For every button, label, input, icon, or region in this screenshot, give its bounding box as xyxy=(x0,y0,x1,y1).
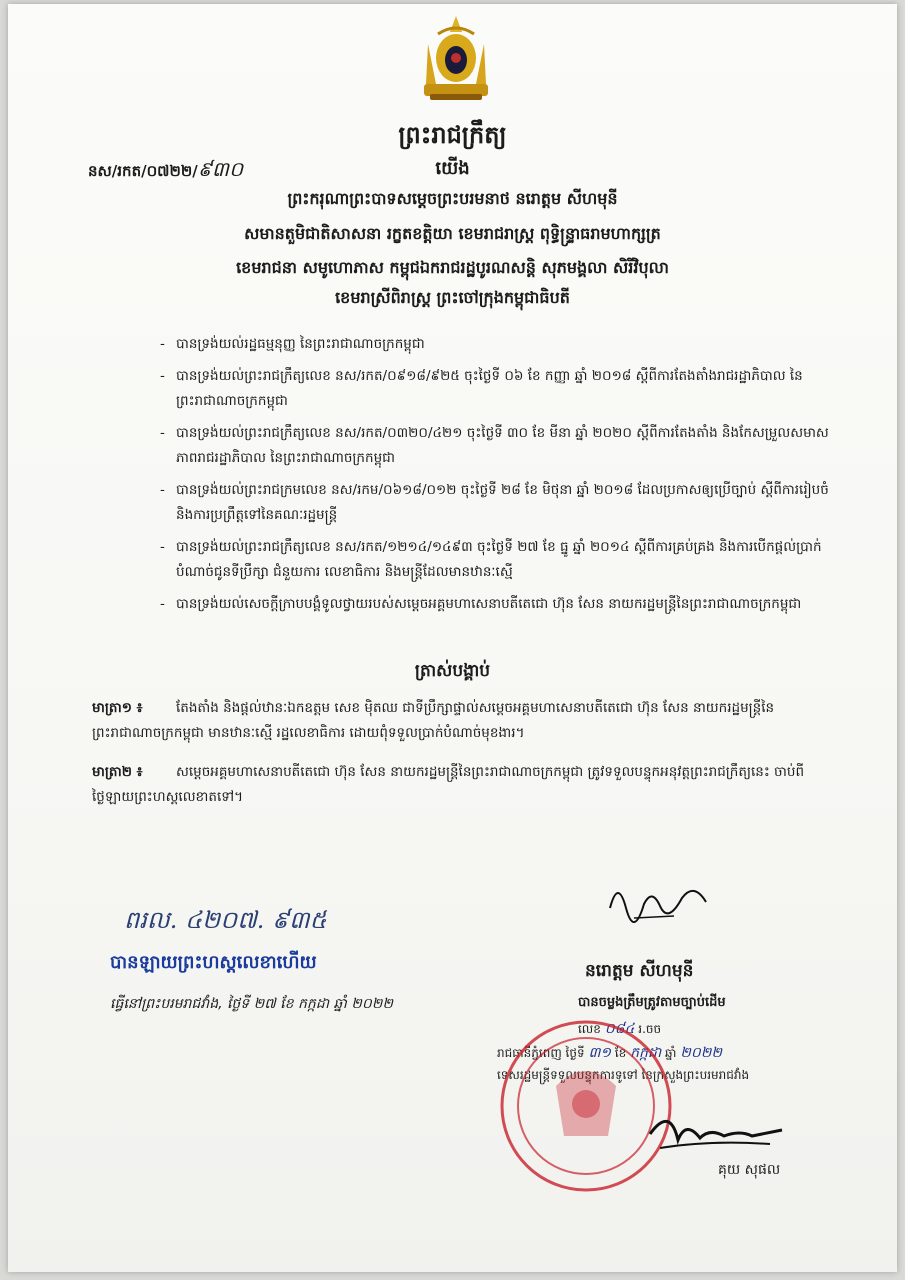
document-title: ព្រះរាជក្រឹត្យ xyxy=(398,121,507,149)
article-1-text: តែងតាំង និងផ្តល់ឋានៈឯកឧត្តម សេខ ម៉ិតឈ ជាទីប្រឹក្សាផ្ទាល់សម្តេចអគ្គមហាសេនាបតីតេជោ ហ៊ុន សែន នាយករដ្ឋមន្ត្រីនៃព្រះរាជាណាចក្រកម្ពុជា មានឋានៈស្មើ រដ្ឋលេខាធិការ ដោយពុំទទួលប្រាក់បំណាច់មុខងារ។ xyxy=(92,700,775,741)
visa-item: - បានទ្រង់យល់រដ្ឋធម្មនុញ្ញ នៃព្រះរាជាណាចក្រកម្ពុជា xyxy=(160,332,840,357)
visa-item: - បានទ្រង់យល់ព្រះរាជក្រឹត្យលេខ នស/រកត/០៩១៨/៩២៥ ចុះថ្ងៃទី ០៦ ខែ កញ្ញា ឆ្នាំ ២០១៨ ស្តីពីការតែងតាំងរាជរដ្ឋាភិបាល នៃព្រះរាជាណាចក្រកម្ពុជា xyxy=(160,364,840,414)
royal-signature xyxy=(604,868,714,928)
we-heading: យើង xyxy=(435,158,470,179)
visa-item: - បានទ្រង់យល់ព្រះរាជក្រមលេខ នស/រកម/០៦១៨/០១២ ចុះថ្ងៃទី ២៨ ខែ មិថុនា ឆ្នាំ ២០១៨ ដែលប្រកាសឲ្យប្រើច្បាប់ ស្តីពីការរៀបចំ និងការប្រព្រឹត្តទៅនៃគណៈរដ្ឋមន្ត្រី xyxy=(160,478,840,528)
form-number-value: ០៨៤ xyxy=(604,1021,635,1037)
article-2 xyxy=(92,760,812,810)
visa-item: - បានទ្រង់យល់សេចក្តីក្រាបបង្គំទូលថ្វាយរបស់សម្តេចអគ្គមហាសេនាបតីតេជោ ហ៊ុន សែន នាយករដ្ឋមន្ត្រីនៃព្រះរាជាណាចក្រកម្ពុជា xyxy=(160,592,840,617)
signed-notice: បានឡាយព្រះហស្តលេខាហើយ xyxy=(110,952,317,973)
royal-title-line-3: ខេមរាជនា សមូហោភាស កម្ពុជឯករាជរដ្ឋបូរណសន្តិ សុភមង្គលា សិរីវិបុលា xyxy=(236,258,669,277)
form-number-label: លេខ xyxy=(578,1022,601,1036)
form-month: កក្កដា xyxy=(630,1045,662,1061)
form-day: ៣១ xyxy=(588,1045,611,1061)
reference-handwritten: ៩៣០ xyxy=(197,157,244,181)
article-2-text: សម្តេចអគ្គមហាសេនាបតីតេជោ ហ៊ុន សែន នាយករដ្ឋមន្ត្រីនៃព្រះរាជាណាចក្រកម្ពុជា ត្រូវទទួលបន្ទុកអនុវត្តព្រះរាជក្រឹត្យនេះ ចាប់ពីថ្ងៃឡាយព្រះហស្តលេខាតទៅ។ xyxy=(92,764,805,805)
form-minister-line: ទេសរដ្ឋមន្ត្រីទទួលបន្ទុកការទូទៅ នៃក្រសួងព្រះបរមរាជវាំង xyxy=(497,1068,750,1082)
article-2-label: មាត្រា២ ៖ xyxy=(92,764,143,780)
article-1 xyxy=(92,696,812,746)
form-month-label: ខែ xyxy=(614,1046,627,1060)
handwritten-number: ពរល. ៤២០៧. ៩៣៥ xyxy=(124,906,327,934)
visa-item: - បានទ្រង់យល់ព្រះរាជក្រឹត្យលេខ នស/រកត/០៣២០/៤២១ ចុះថ្ងៃទី ៣០ ខែ មីនា ឆ្នាំ ២០២០ ស្តីពីការតែងតាំង និងកែសម្រួលសមាសភាពរាជរដ្ឋាភិបាល នៃព្រះរាជាណាចក្រកម្ពុជា xyxy=(160,421,840,471)
certified-copy: បានចម្លងត្រឹមត្រូវតាមច្បាប់ដើម xyxy=(578,995,726,1010)
date-line: ធ្វើនៅព្រះបរមរាជវាំង, ថ្ងៃទី ២៧ ខែ កក្កដា ឆ្នាំ ២០២២ xyxy=(110,996,393,1012)
royal-title-line-4: ខេមរាស្រីពិរាស្ត្រ ព្រះចៅក្រុងកម្ពុជាធិបតី xyxy=(335,288,570,307)
form-number-suffix: រ.ចច xyxy=(638,1022,662,1036)
minister-name: គុយ សុផល xyxy=(718,1162,781,1178)
decree-heading: ត្រាស់បង្គាប់ xyxy=(414,661,491,681)
reference-prefix: នស/រកត/០៧២២/ xyxy=(88,162,198,180)
visa-item: - បានទ្រង់យល់ព្រះរាជក្រឹត្យលេខ នស/រកត/១២១៤/១៤៩៣ ចុះថ្ងៃទី ២៧ ខែ ធ្នូ ឆ្នាំ ២០១៤ ស្តីពីការគ្រប់គ្រង និងការបើកផ្តល់ប្រាក់បំណាច់ជូនទីប្រឹក្សា ជំនួយការ លេខាធិការ និងមន្ត្រីដែលមានឋានៈស្មើ xyxy=(160,535,840,585)
royal-title-line-2: សមានតួមិជាតិសាសនា រក្ខតខត្តិយា ខេមរាជរាស្ត្រ ពុទ្ធិន្ទ្រាធរាមហាក្សត្រ xyxy=(244,224,661,243)
minister-signature xyxy=(640,1100,790,1160)
form-year-label: ឆ្នាំ xyxy=(665,1046,677,1060)
visa-list xyxy=(160,332,840,624)
form-place: រាជធានីភ្នំពេញ ថ្ងៃទី xyxy=(497,1046,585,1060)
signatory-name: នរោត្តម សីហមុនី xyxy=(585,961,694,981)
article-1-label: មាត្រា១ ៖ xyxy=(92,700,143,716)
royal-title-line-1: ព្រះករុណាព្រះបាទសម្តេចព្រះបរមនាថ នរោត្តម សីហមុនី xyxy=(287,189,618,208)
form-year: ២០២២ xyxy=(680,1045,722,1061)
royal-emblem-icon xyxy=(418,14,494,104)
